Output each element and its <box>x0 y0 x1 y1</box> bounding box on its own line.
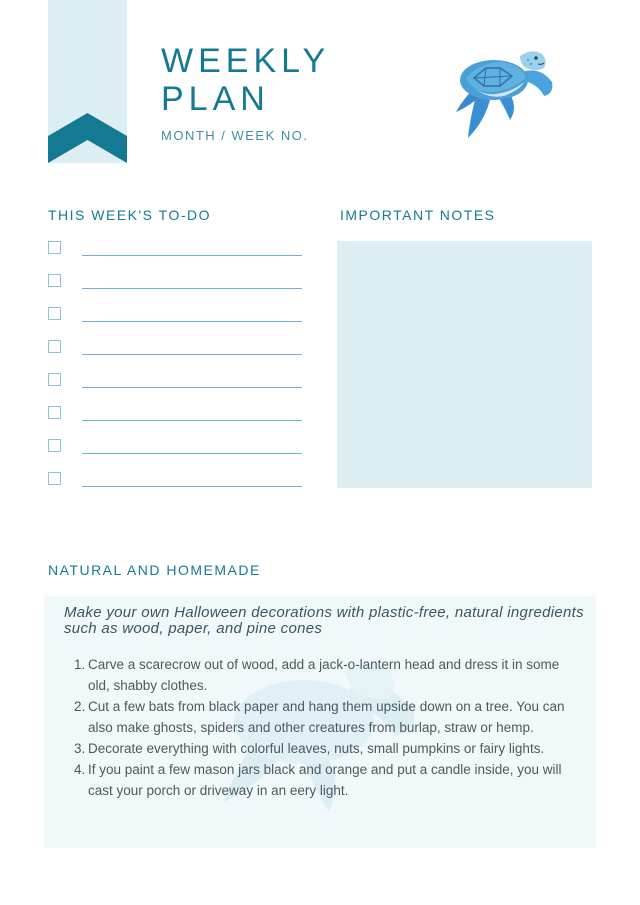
natural-intro-text: Make your own Halloween decorations with plastic-free, natural ingredients such as wood, paper, and pine cones <box>64 604 584 637</box>
todo-write-line[interactable] <box>82 255 302 256</box>
list-item <box>68 654 568 696</box>
month-week-label: MONTH / WEEK NO. <box>161 128 309 143</box>
tip-number: 2. <box>74 699 86 714</box>
tip-text: Carve a scarecrow out of wood, add a jack-o-lantern head and dress it in some old, shabby clothes. <box>88 657 560 693</box>
sea-turtle-icon <box>440 38 558 142</box>
todo-item <box>48 306 308 339</box>
todo-checkbox[interactable] <box>48 373 61 386</box>
list-item <box>68 759 568 801</box>
todo-checkbox[interactable] <box>48 439 61 452</box>
todo-write-line[interactable] <box>82 288 302 289</box>
todo-item <box>48 372 308 405</box>
todo-item <box>48 405 308 438</box>
tip-text: Cut a few bats from black paper and hang them upside down on a tree. You can also make ghosts, spiders and other creatures from burlap, straw or hemp. <box>88 699 565 735</box>
todo-write-line[interactable] <box>82 453 302 454</box>
list-item <box>68 738 568 759</box>
todo-checkbox[interactable] <box>48 274 61 287</box>
todo-write-line[interactable] <box>82 321 302 322</box>
todo-checkbox[interactable] <box>48 340 61 353</box>
todo-item <box>48 240 308 273</box>
todo-checkbox[interactable] <box>48 406 61 419</box>
tips-list <box>68 654 568 801</box>
list-item <box>68 696 568 738</box>
todo-write-line[interactable] <box>82 354 302 355</box>
title-line-2: PLAN <box>161 80 270 118</box>
todo-item <box>48 273 308 306</box>
page-title <box>161 42 330 118</box>
todo-item <box>48 339 308 372</box>
tip-text: Decorate everything with colorful leaves, nuts, small pumpkins or fairy lights. <box>88 741 545 756</box>
tip-text: If you paint a few mason jars black and orange and put a candle inside, you will cast your porch or driveway in an eery light. <box>88 762 562 798</box>
natural-tips-panel <box>44 596 596 848</box>
todo-item <box>48 471 308 504</box>
todo-write-line[interactable] <box>82 387 302 388</box>
title-line-1: WEEKLY <box>161 42 331 80</box>
todo-write-line[interactable] <box>82 420 302 421</box>
tip-number: 4. <box>74 762 86 777</box>
todo-heading: THIS WEEK'S TO-DO <box>48 207 212 223</box>
bookmark-ribbon-icon <box>48 0 127 163</box>
todo-write-line[interactable] <box>82 486 302 487</box>
todo-checkbox[interactable] <box>48 472 61 485</box>
notes-heading: IMPORTANT NOTES <box>340 207 496 223</box>
natural-heading: NATURAL AND HOMEMADE <box>48 562 261 578</box>
tip-number: 1. <box>74 657 86 672</box>
todo-checkbox[interactable] <box>48 241 61 254</box>
todo-checkbox[interactable] <box>48 307 61 320</box>
notes-area[interactable] <box>337 241 592 488</box>
todo-list <box>48 240 308 504</box>
todo-item <box>48 438 308 471</box>
tip-number: 3. <box>74 741 86 756</box>
